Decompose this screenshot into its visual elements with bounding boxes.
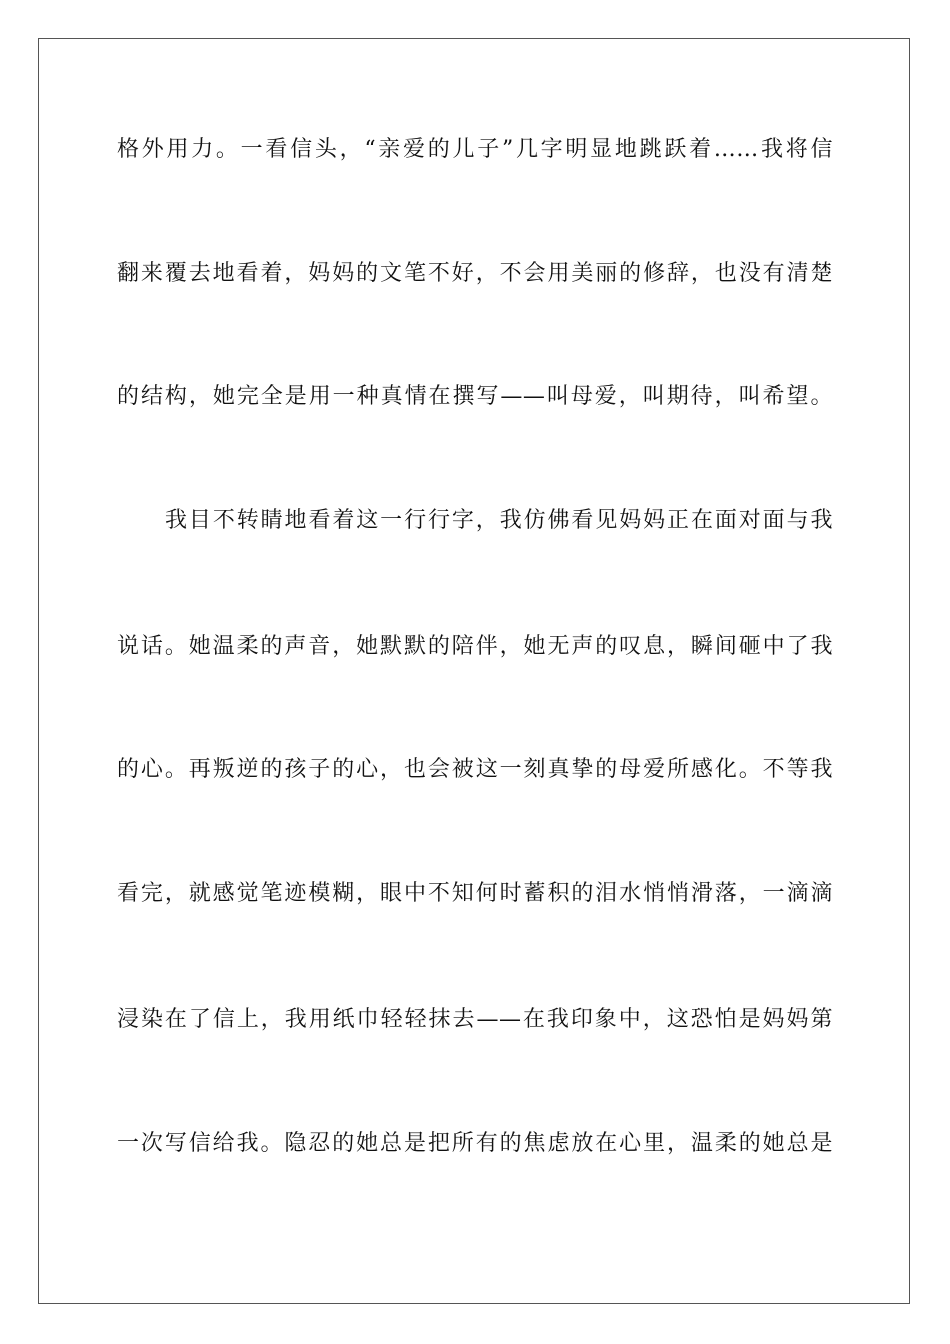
page-border <box>38 38 910 1304</box>
paragraph-line: 我目不转睛地看着这一行行字，我仿佛看见妈妈正在面对面与我 <box>165 508 833 533</box>
paragraph-line: 看完，就感觉笔迹模糊，眼中不知何时蓄积的泪水悄悄滑落，一滴滴 <box>117 881 833 906</box>
paragraph-line: 格外用力。一看信头，“亲爱的儿子”几字明显地跳跃着……我将信 <box>117 137 833 162</box>
paragraph-line: 的结构，她完全是用一种真情在撰写——叫母爱，叫期待，叫希望。 <box>117 384 833 409</box>
paragraph-line: 一次写信给我。隐忍的她总是把所有的焦虑放在心里，温柔的她总是 <box>117 1131 833 1156</box>
paragraph-line: 说话。她温柔的声音，她默默的陪伴，她无声的叹息，瞬间砸中了我 <box>117 634 833 659</box>
paragraph-line: 翻来覆去地看着，妈妈的文笔不好，不会用美丽的修辞，也没有清楚 <box>117 261 833 286</box>
paragraph-line: 的心。再叛逆的孩子的心，也会被这一刻真挚的母爱所感化。不等我 <box>117 757 833 782</box>
paragraph-line: 浸染在了信上，我用纸巾轻轻抹去——在我印象中，这恐怕是妈妈第 <box>117 1007 833 1032</box>
